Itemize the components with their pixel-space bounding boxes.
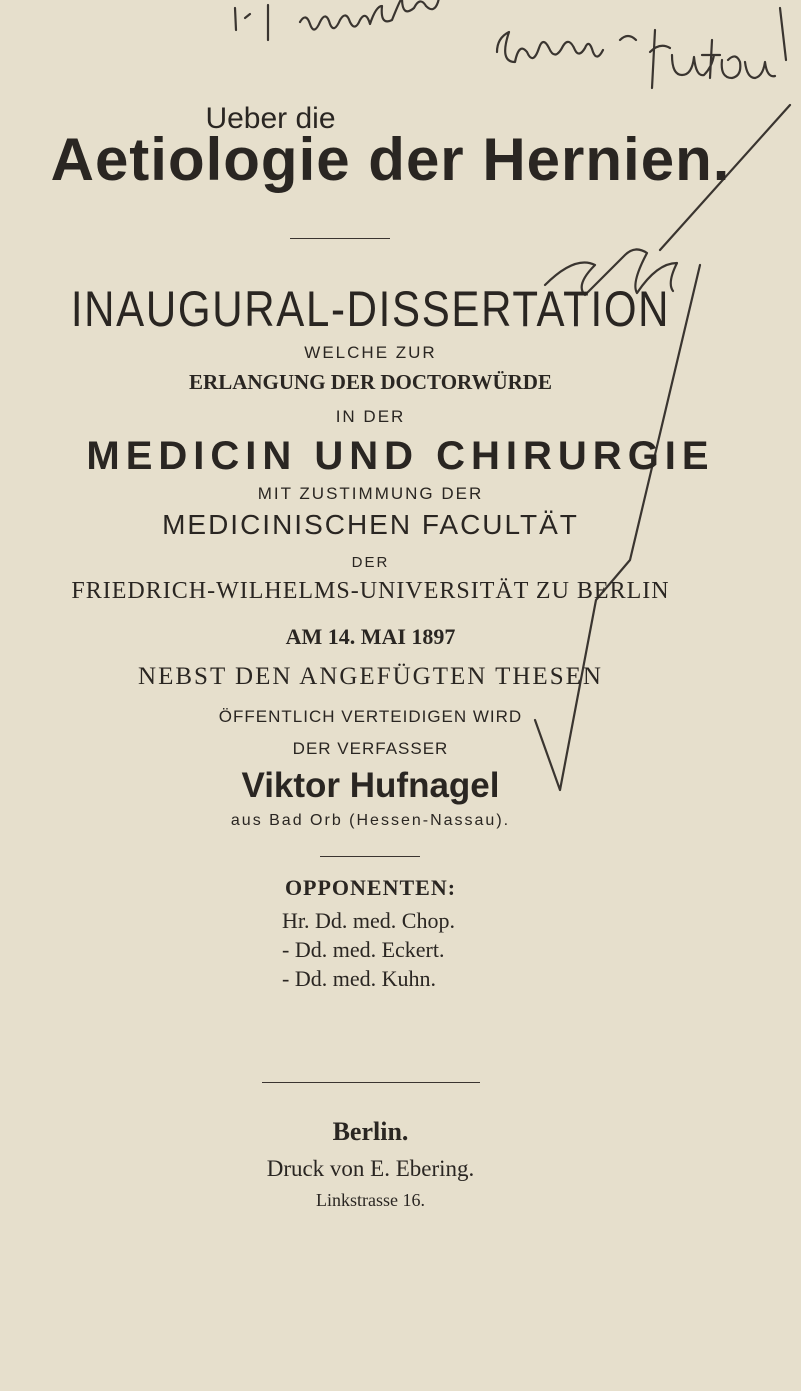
divider <box>262 1082 480 1083</box>
dissertation-line5: MIT ZUSTIMMUNG DER <box>257 484 484 503</box>
dissertation-line7: DER <box>351 554 390 571</box>
dissertation-line9: NEBST DEN ANGEFÜGTEN THESEN <box>138 663 603 690</box>
opponents-list <box>282 906 455 993</box>
imprint-address: Linkstrasse 16. <box>316 1190 425 1210</box>
main-title: Aetiologie der Hernien. <box>50 126 731 193</box>
dissertation-line3: IN DER <box>335 407 406 426</box>
list-item: - Dd. med. Eckert. <box>282 937 445 962</box>
dissertation-faculty: MEDICIN UND CHIRURGIE <box>86 434 715 478</box>
opponents-heading: OPPONENTEN: <box>284 875 457 900</box>
divider <box>320 856 420 857</box>
list-item: - Dd. med. Kuhn. <box>282 966 436 991</box>
author-name: Viktor Hufnagel <box>241 766 500 805</box>
imprint-city: Berlin. <box>332 1117 409 1146</box>
dissertation-line1: WELCHE ZUR <box>304 343 437 362</box>
defense-date: AM 14. MAI 1897 <box>285 624 456 649</box>
university: FRIEDRICH-WILHELMS-UNIVERSITÄT ZU BERLIN <box>71 578 670 604</box>
dissertation-line2: ERLANGUNG DER DOCTORWÜRDE <box>189 370 552 394</box>
author-origin: aus Bad Orb (Hessen-Nassau). <box>230 812 511 829</box>
list-item: Hr. Dd. med. Chop. <box>282 908 455 933</box>
dissertation-line11: DER VERFASSER <box>292 739 449 758</box>
divider <box>290 238 390 239</box>
dissertation-line6: MEDICINISCHEN FACULTÄT <box>162 509 579 540</box>
imprint-printer: Druck von E. Ebering. <box>266 1156 475 1181</box>
dissertation-heading: INAUGURAL-DISSERTATION <box>70 281 671 337</box>
dissertation-line10: ÖFFENTLICH VERTEIDIGEN WIRD <box>218 707 523 726</box>
title-pre: Ueber die <box>205 102 336 135</box>
